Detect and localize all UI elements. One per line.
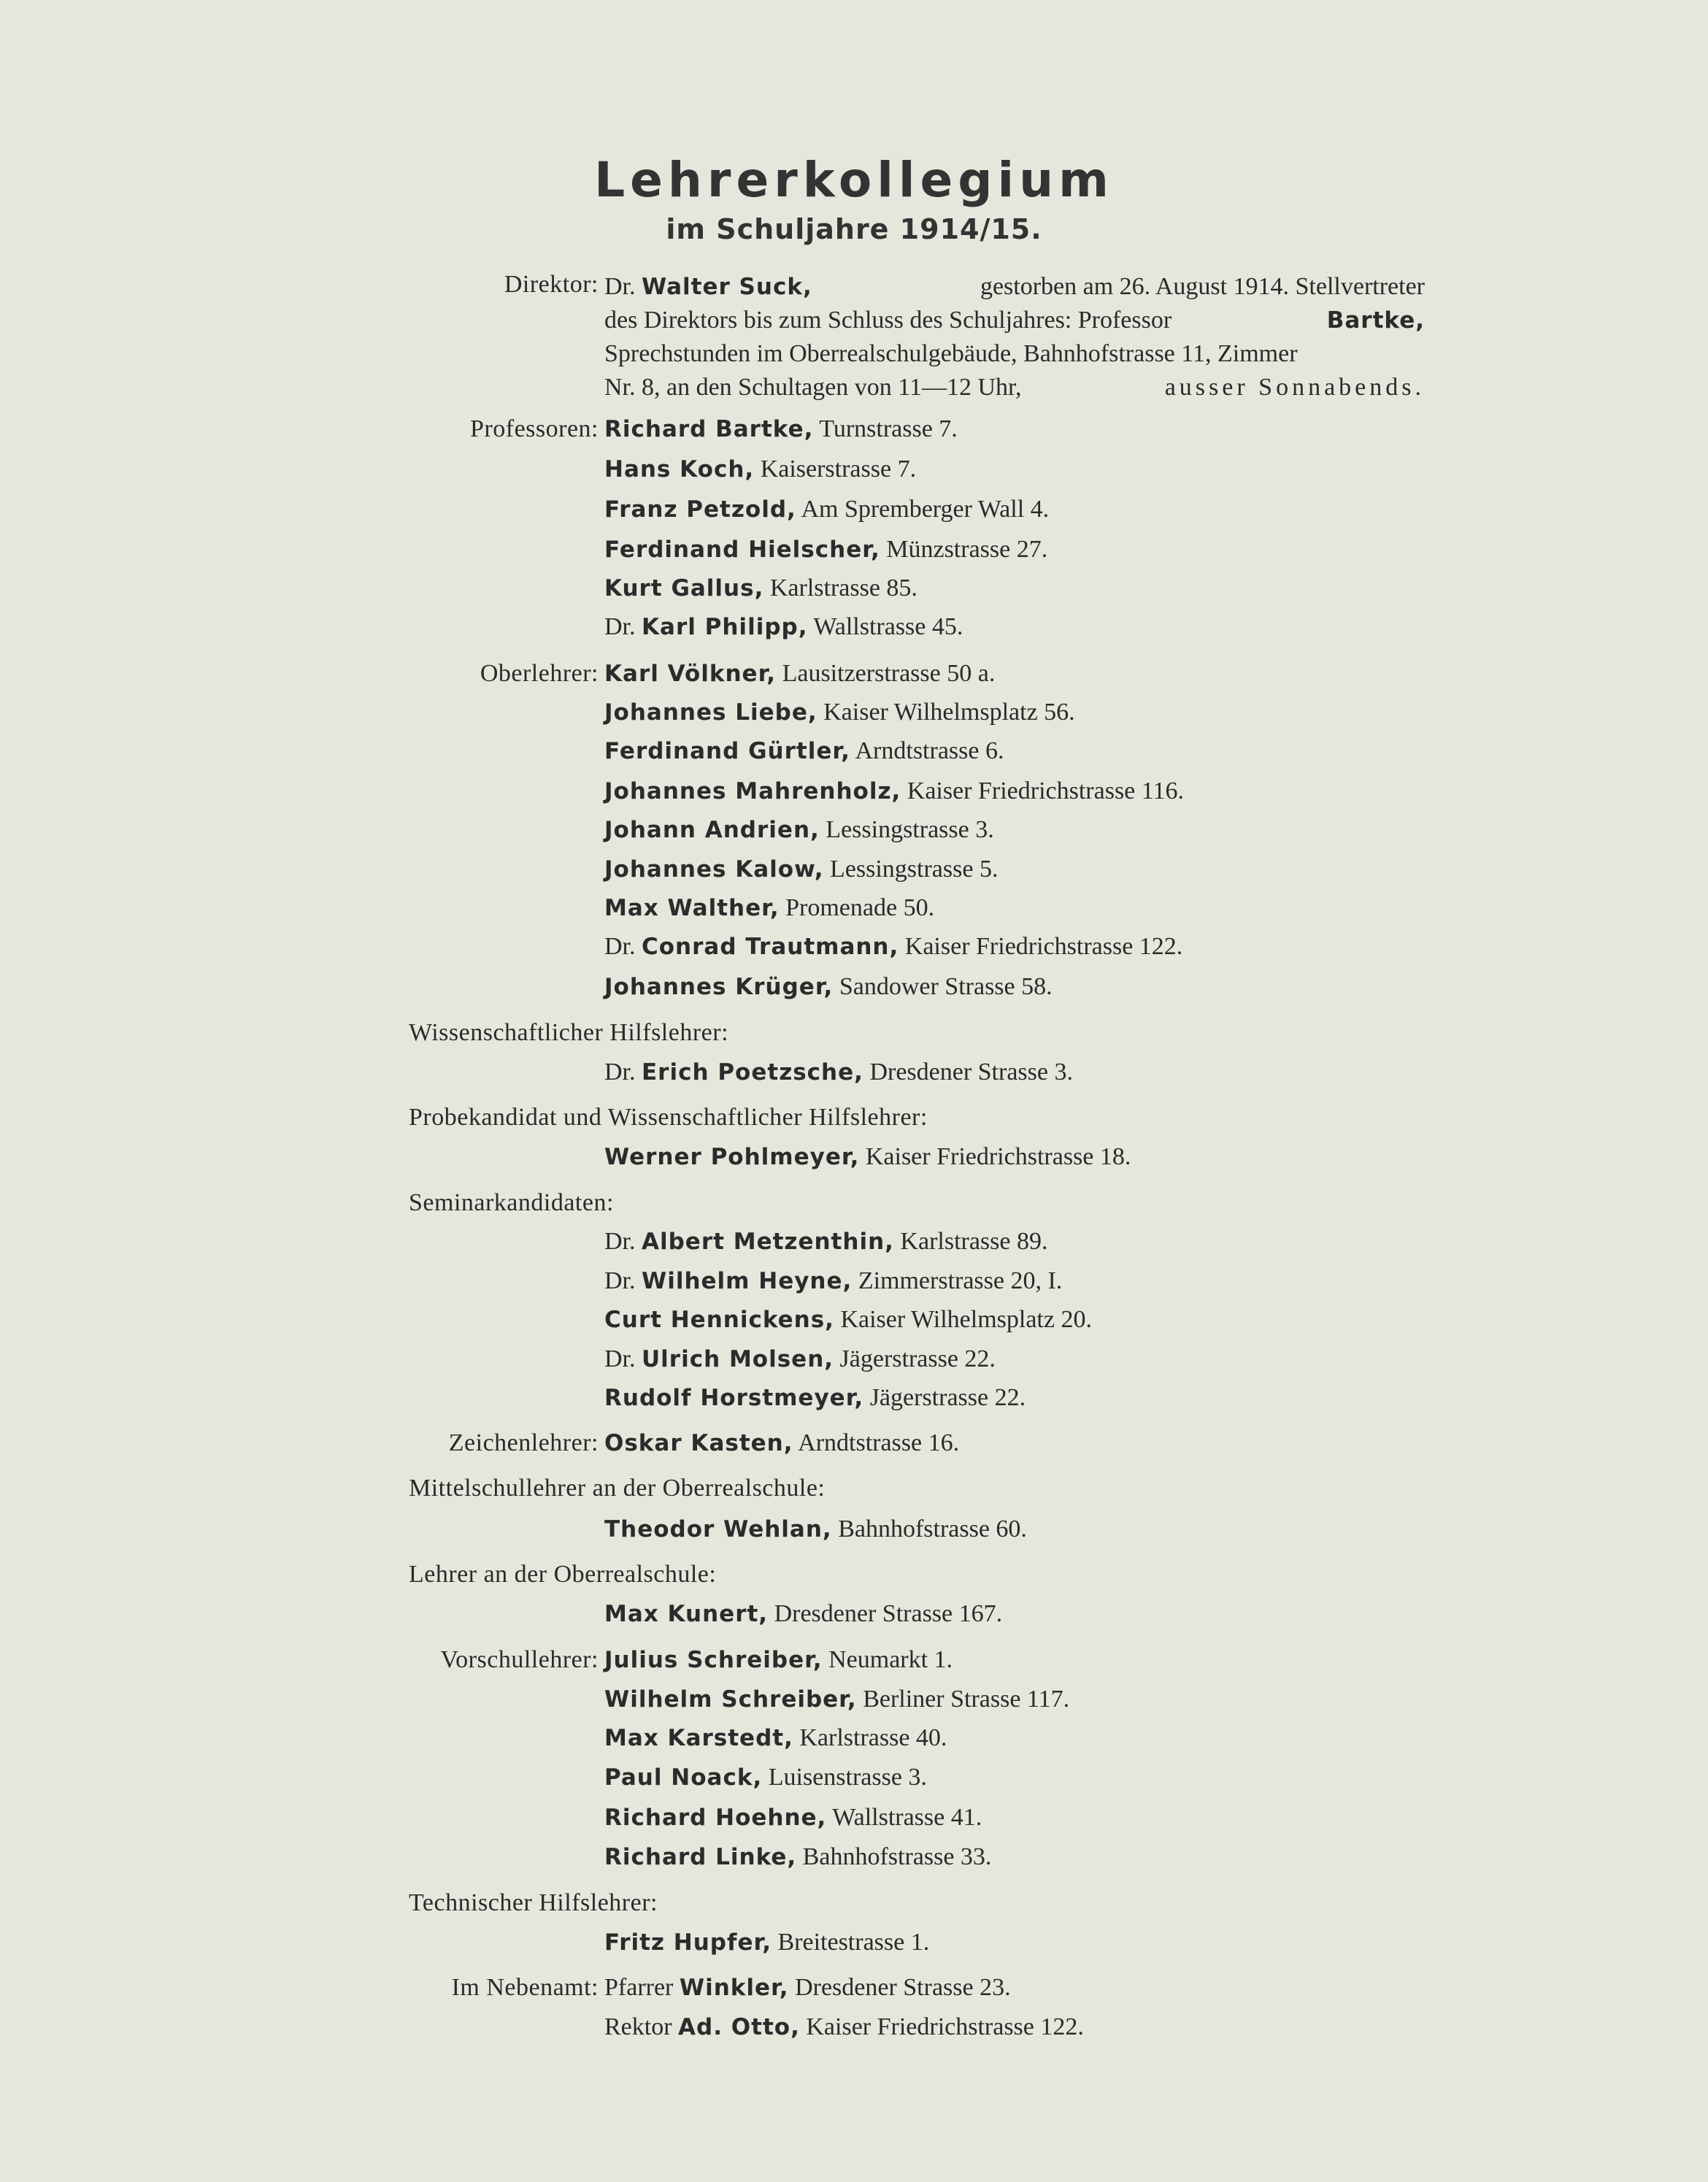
entry-name: Werner Pohlmeyer, (604, 1144, 860, 1170)
entry (604, 2011, 1084, 2043)
entry-name: Fritz Hupfer, (604, 1929, 772, 1956)
entry-name: Wilhelm Heyne, (642, 1268, 853, 1294)
entry-address: Kaiserstrasse 7. (760, 456, 917, 483)
entry (604, 1343, 996, 1375)
entry-address: Luisenstrasse 3. (768, 1764, 927, 1791)
entry-name: Karl Völkner, (604, 661, 777, 687)
entry-name: Oskar Kasten, (604, 1430, 793, 1456)
label-wiss-hilfslehrer: Wissenschaftlicher Hilfslehrer: (409, 1019, 729, 1046)
entry-prefix: Dr. (604, 1345, 636, 1372)
entry (604, 1226, 1047, 1258)
label-mittelschullehrer: Mittelschullehrer an der Oberrealschule: (409, 1475, 826, 1502)
entry (604, 735, 1004, 767)
label-seminarkandidaten: Seminarkandidaten: (409, 1189, 614, 1216)
entry-name: Erich Poetzsche, (642, 1059, 863, 1086)
entry (604, 1762, 927, 1794)
entry (604, 1513, 1027, 1545)
entry (604, 1382, 1026, 1414)
entry-name: Albert Metzenthin, (642, 1229, 894, 1255)
direktor-name: Walter Suck, (642, 274, 812, 300)
entry-address: Kaiser Wilhelmsplatz 56. (823, 699, 1075, 726)
label-oberlehrer: Oberlehrer: (480, 660, 599, 687)
entry-prefix: Rektor (604, 2013, 672, 2040)
entry (604, 853, 998, 886)
direktor-prefix: Dr. (604, 273, 636, 300)
entry (604, 1056, 1073, 1088)
entry-name: Wilhelm Schreiber, (604, 1686, 857, 1713)
entry (604, 1683, 1069, 1716)
entry-name: Johannes Krüger, (604, 974, 834, 1000)
entry (604, 1265, 1062, 1297)
entry (604, 413, 958, 445)
page-title: Lehrerkollegium (594, 152, 1114, 208)
entry (604, 493, 1049, 526)
direktor-line3-text: Sprechstunden im Oberrealschulgebäude, Bahnhofstrasse 11, Zimmer (604, 340, 1298, 367)
entry (604, 1722, 947, 1754)
entry-name: Rudolf Horstmeyer, (604, 1385, 864, 1411)
entry-address: Arndtstrasse 16. (798, 1429, 960, 1456)
entry-name: Johannes Mahrenholz, (604, 778, 901, 804)
entry-address: Münzstrasse 27. (886, 536, 1048, 563)
entry-name: Richard Hoehne, (604, 1805, 827, 1831)
entry (604, 1427, 959, 1459)
entry-address: Kaiser Friedrichstrasse 122. (806, 2013, 1084, 2040)
entry (604, 1644, 953, 1676)
entry-address: Sandower Strasse 58. (839, 973, 1053, 1000)
entry-name: Julius Schreiber, (604, 1647, 823, 1673)
label-lehrer-oberrealschule: Lehrer an der Oberrealschule: (409, 1561, 717, 1588)
entry-name: Richard Bartke, (604, 416, 814, 442)
entry (604, 775, 1184, 807)
entry-name: Max Kunert, (604, 1601, 769, 1627)
entry-name: Johannes Kalow, (604, 856, 824, 883)
entry-name: Winkler, (679, 1975, 789, 2001)
entry (604, 453, 916, 485)
entry (604, 892, 934, 924)
entry-name: Franz Petzold, (604, 496, 796, 523)
entry (604, 931, 1182, 963)
entry-name: Theodor Wehlan, (604, 1516, 832, 1543)
entry-address: Promenade 50. (785, 894, 935, 921)
entry-name: Max Karstedt, (604, 1725, 793, 1751)
entry-name: Johannes Liebe, (604, 699, 818, 726)
entry-address: Am Spremberger Wall 4. (801, 496, 1050, 523)
label-zeichenlehrer: Zeichenlehrer: (448, 1429, 599, 1456)
entry (604, 1926, 929, 1959)
page-subtitle: im Schuljahre 1914/15. (666, 213, 1042, 245)
entry-address: Lessingstrasse 3. (826, 816, 994, 843)
entry-address: Wallstrasse 41. (832, 1804, 982, 1831)
entry-address: Dresdener Strasse 3. (869, 1059, 1073, 1086)
entry-address: Kaiser Friedrichstrasse 116. (907, 777, 1185, 804)
entry (604, 814, 994, 846)
entry-prefix: Dr. (604, 1228, 636, 1255)
entry-address: Karlstrasse 89. (900, 1228, 1048, 1255)
entry-prefix: Pfarrer (604, 1974, 674, 2001)
entry-address: Kaiser Wilhelmsplatz 20. (840, 1306, 1092, 1333)
entry (604, 534, 1047, 566)
entry-address: Dresdener Strasse 23. (795, 1974, 1011, 2001)
direktor-line4-spaced: ausser Sonnabends. (1164, 374, 1425, 401)
entry (604, 1141, 1131, 1173)
label-direktor: Direktor: (504, 271, 599, 298)
stellvertreter-name: Bartke, (1326, 307, 1425, 334)
entry (604, 1972, 1011, 2004)
entry-address: Breitestrasse 1. (777, 1929, 930, 1956)
entry-name: Conrad Trautmann, (642, 934, 899, 960)
entry-prefix: Dr. (604, 1059, 636, 1086)
entry-address: Jägerstrasse 22. (869, 1384, 1026, 1411)
entry-address: Karlstrasse 40. (799, 1724, 947, 1751)
label-nebenamt: Im Nebenamt: (451, 1974, 599, 2001)
entry-name: Richard Linke, (604, 1844, 797, 1870)
entry-address: Karlstrasse 85. (769, 575, 918, 602)
entry-address: Turnstrasse 7. (819, 415, 958, 442)
entry (604, 572, 918, 604)
entry-address: Wallstrasse 45. (813, 613, 963, 640)
entry-address: Kaiser Friedrichstrasse 18. (865, 1143, 1131, 1170)
label-probekandidat: Probekandidat und Wissenschaftlicher Hilfslehrer: (409, 1104, 928, 1131)
direktor-line2-text: des Direktors bis zum Schluss des Schuljahres: Professor (604, 307, 1172, 334)
entry-name: Ad. Otto, (678, 2014, 800, 2040)
entry-name: Johann Andrien, (604, 817, 820, 843)
entry (604, 658, 995, 690)
entry (604, 1841, 991, 1873)
entry-name: Hans Koch, (604, 456, 755, 483)
entry-address: Berliner Strasse 117. (863, 1686, 1070, 1713)
entry-name: Ulrich Molsen, (642, 1346, 834, 1372)
direktor-line4-text: Nr. 8, an den Schultagen von 11—12 Uhr, (604, 374, 1022, 401)
entry-address: Kaiser Friedrichstrasse 122. (904, 933, 1183, 960)
entry (604, 696, 1075, 729)
entry-name: Karl Philipp, (642, 614, 808, 640)
entry-address: Lausitzerstrasse 50 a. (782, 660, 996, 687)
entry-name: Ferdinand Gürtler, (604, 738, 850, 764)
entry-address: Jägerstrasse 22. (839, 1345, 996, 1372)
entry (604, 1304, 1092, 1336)
entry-name: Kurt Gallus, (604, 575, 764, 602)
entry-name: Ferdinand Hielscher, (604, 537, 880, 563)
entry-prefix: Dr. (604, 1267, 636, 1294)
entry (604, 611, 963, 643)
entry-address: Bahnhofstrasse 60. (838, 1516, 1027, 1543)
entry-address: Zimmerstrasse 20, I. (858, 1267, 1063, 1294)
entry-name: Paul Noack, (604, 1764, 763, 1791)
entry-address: Bahnhofstrasse 33. (802, 1843, 992, 1870)
entry-name: Max Walther, (604, 895, 780, 921)
entry-address: Neumarkt 1. (828, 1646, 953, 1673)
entry-prefix: Dr. (604, 933, 636, 960)
entry (604, 1598, 1002, 1630)
entry-name: Curt Hennickens, (604, 1307, 834, 1333)
entry-address: Dresdener Strasse 167. (774, 1600, 1003, 1627)
label-professoren: Professoren: (470, 415, 599, 442)
entry-address: Arndtstrasse 6. (855, 737, 1004, 764)
entry (604, 1802, 982, 1834)
label-technischer-hilfslehrer: Technischer Hilfslehrer: (409, 1889, 658, 1916)
entry (604, 971, 1053, 1003)
entry-prefix: Dr. (604, 613, 636, 640)
entry-address: Lessingstrasse 5. (830, 856, 999, 883)
direktor-line1-text: gestorben am 26. August 1914. Stellvertreter (980, 273, 1425, 300)
label-vorschullehrer: Vorschullehrer: (440, 1646, 599, 1673)
direktor-paragraph (604, 270, 1425, 404)
